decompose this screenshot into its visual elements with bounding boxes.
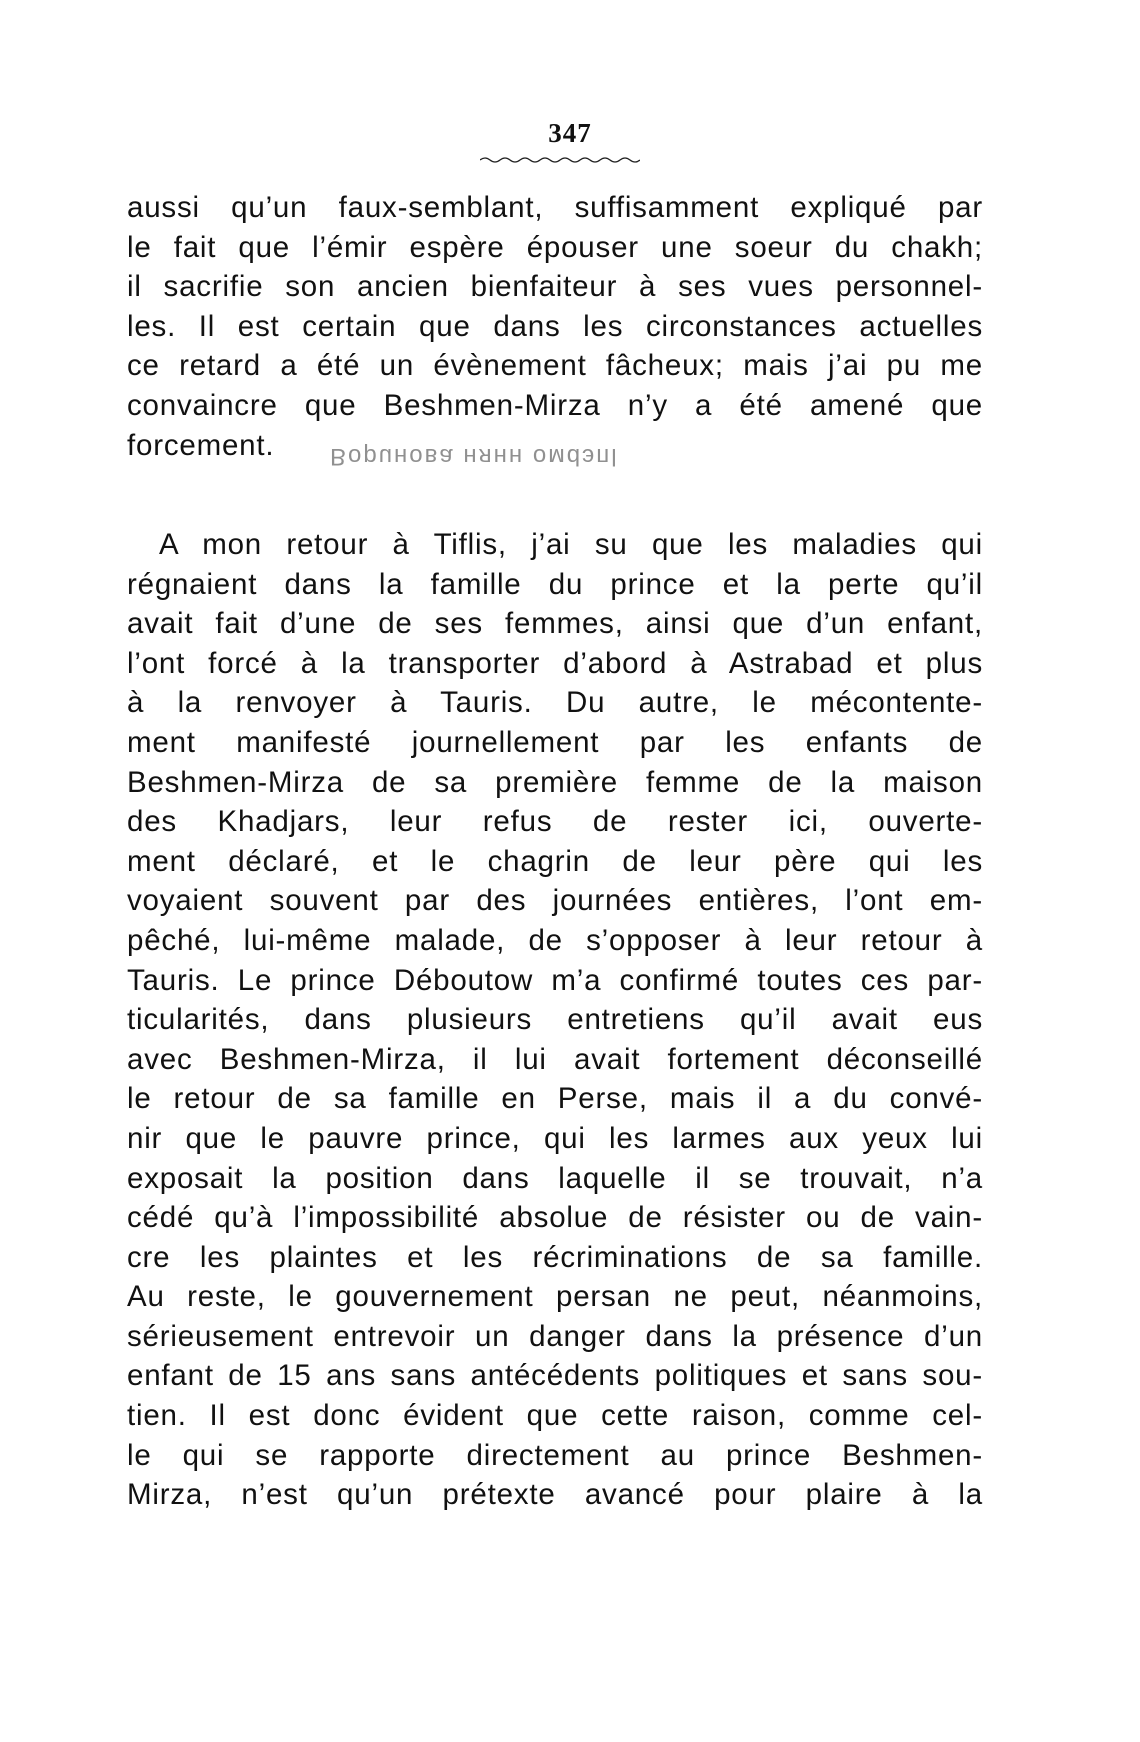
text-line: ment manifesté journellement par les enfants de xyxy=(127,725,983,759)
text-line: voyaient souvent par des journées entières, l’ont em- xyxy=(127,884,983,918)
text-line: forcement. xyxy=(127,428,275,462)
text-line: Beshmen-Mirza de sa première femme de la maison xyxy=(127,765,983,799)
text-line: Au reste, le gouvernement persan ne peut, néanmoins, xyxy=(127,1280,983,1314)
text-line: avec Beshmen-Mirza, il lui avait fortement déconseillé xyxy=(127,1042,983,1076)
text-line: avait fait d’une de ses femmes, ainsi que d’un enfant, xyxy=(127,607,983,641)
text-line: enfant de 15 ans sans antécédents politiques et sans sou- xyxy=(127,1359,983,1393)
text-line: régnaient dans la famille du prince et la perte qu’il xyxy=(127,567,983,601)
text-line: il sacrifie son ancien bienfaiteur à ses vues personnel- xyxy=(127,270,983,304)
text-line: le fait que l’émir espère épouser une soeur du chakh; xyxy=(127,230,983,264)
text-line: exposait la position dans laquelle il se trouvait, n’a xyxy=(127,1161,983,1195)
paragraph-2 xyxy=(127,525,983,1515)
bleed-through-text: Bopuнoвa нянн oмdэпl xyxy=(330,443,619,470)
text-line: cédé qu’à l’impossibilité absolue de résister ou de vain- xyxy=(127,1201,983,1235)
text-line: Mirza, n’est qu’un prétexte avancé pour plaire à la xyxy=(127,1478,983,1512)
text-line: l’ont forcé à la transporter d’abord à Astrabad et plus xyxy=(127,646,983,680)
text-line: ticularités, dans plusieurs entretiens qu’il avait eus xyxy=(127,1003,983,1037)
text-line: ce retard a été un évènement fâcheux; mais j’ai pu me xyxy=(127,349,983,383)
text-line: ment déclaré, et le chagrin de leur père qui les xyxy=(127,844,983,878)
text-line: tien. Il est donc évident que cette raison, comme cel- xyxy=(127,1399,983,1433)
paragraph-1 xyxy=(127,188,983,465)
text-line: des Khadjars, leur refus de rester ici, ouverte- xyxy=(127,805,983,839)
text-line: nir que le pauvre prince, qui les larmes aux yeux lui xyxy=(127,1121,983,1155)
page-number-rule xyxy=(480,156,640,164)
text-line: sérieusement entrevoir un danger dans la présence d’un xyxy=(127,1319,983,1353)
text-line: à la renvoyer à Tauris. Du autre, le mécontente- xyxy=(127,686,983,720)
text-line: le qui se rapporte directement au prince Beshmen- xyxy=(127,1438,983,1472)
page-number: 347 xyxy=(548,118,592,148)
text-line: pêché, lui-même malade, de s’opposer à leur retour à xyxy=(127,923,983,957)
text-line: Tauris. Le prince Déboutow m’a confirmé toutes ces par- xyxy=(127,963,983,997)
text-line: convaincre que Beshmen-Mirza n’y a été amené que xyxy=(127,388,983,422)
text-line: le retour de sa famille en Perse, mais il a du convé- xyxy=(127,1082,983,1116)
text-line: les. Il est certain que dans les circonstances actuelles xyxy=(127,309,983,343)
text-line: cre les plaintes et les récriminations de sa famille. xyxy=(127,1240,983,1274)
text-line: aussi qu’un faux-semblant, suffisamment expliqué par xyxy=(127,191,983,224)
text-line: A mon retour à Tiflis, j’ai su que les maladies qui xyxy=(159,528,983,561)
